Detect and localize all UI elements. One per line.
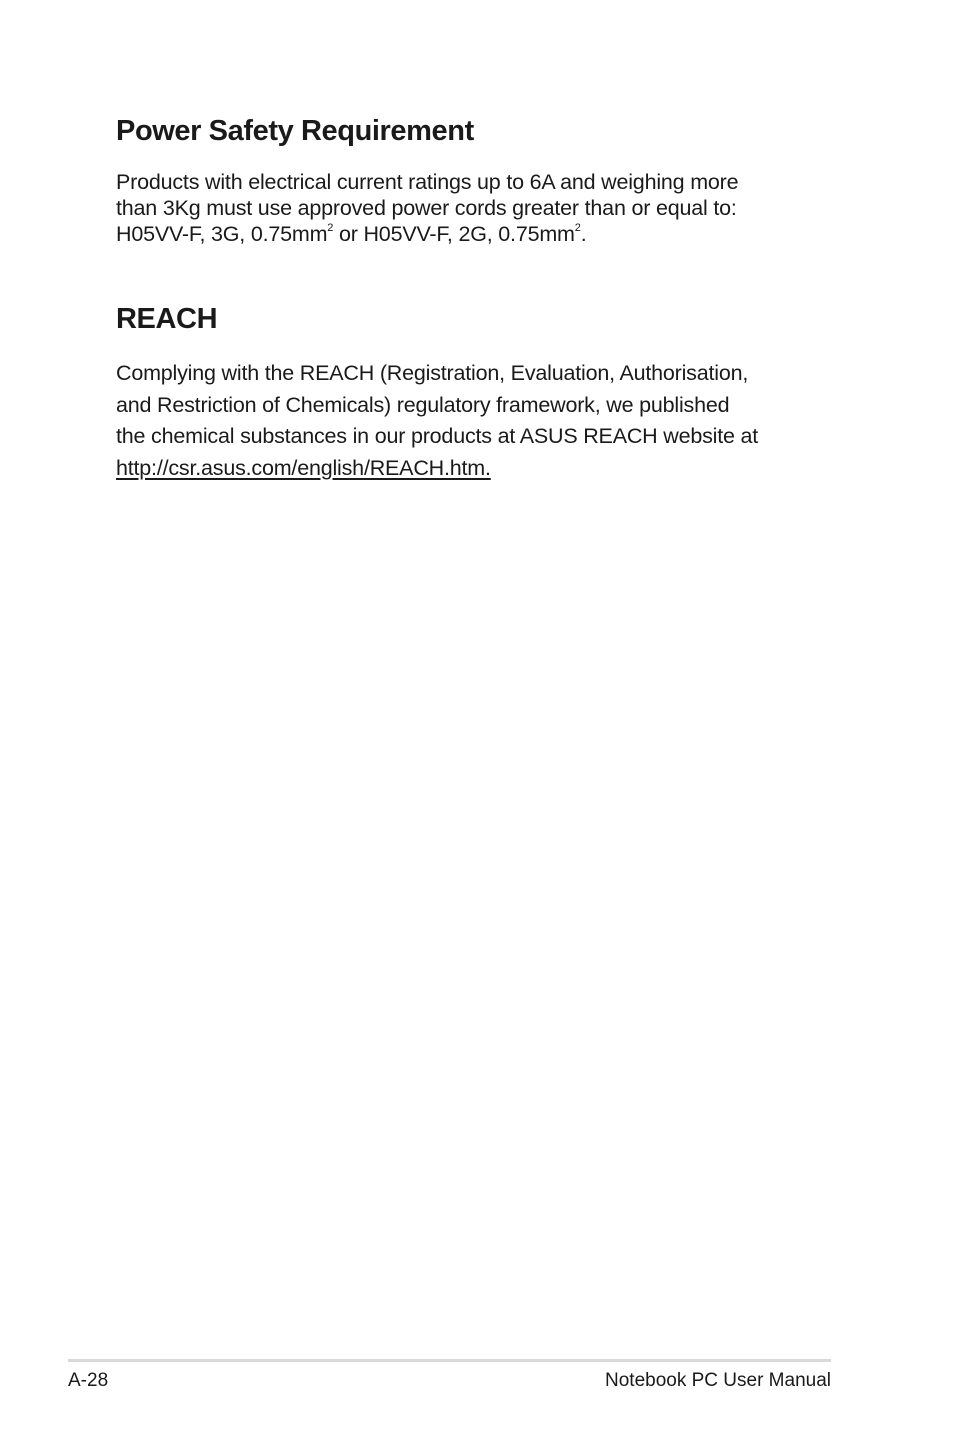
superscript-2: 2 [327, 221, 334, 234]
power-safety-heading: Power Safety Requirement [116, 115, 474, 147]
footer-manual-title: Notebook PC User Manual [605, 1370, 831, 1391]
power-safety-line-2: than 3Kg must use approved power cords greater than or equal to: [116, 196, 737, 220]
reach-line-1: Complying with the REACH (Registration, Evaluation, Authorisation, [116, 361, 749, 385]
reach-section [116, 300, 836, 484]
reach-heading: REACH [116, 303, 218, 335]
power-safety-line-3 [116, 221, 836, 247]
power-safety-section [116, 112, 836, 247]
reach-line-2: and Restriction of Chemicals) regulatory framework, we published [116, 392, 730, 417]
cord-spec-2g: or H05VV-F, 2G, 0.75mm [333, 222, 575, 246]
reach-line-4 [116, 453, 836, 485]
power-safety-line-1: Products with electrical current ratings up to 6A and weighing more [116, 170, 739, 194]
reach-website-link[interactable]: http://csr.asus.com/english/REACH.htm. [116, 455, 491, 480]
reach-line-3: the chemical substances in our products at ASUS REACH website at [116, 424, 759, 448]
footer-page-number: A-28 [68, 1370, 109, 1391]
footer-divider [68, 1359, 831, 1362]
cord-spec-3g: H05VV-F, 3G, 0.75mm [116, 222, 328, 246]
power-safety-body [116, 169, 836, 247]
superscript-2: 2 [574, 221, 581, 234]
sentence-period: . [580, 222, 587, 246]
reach-body [116, 358, 836, 484]
